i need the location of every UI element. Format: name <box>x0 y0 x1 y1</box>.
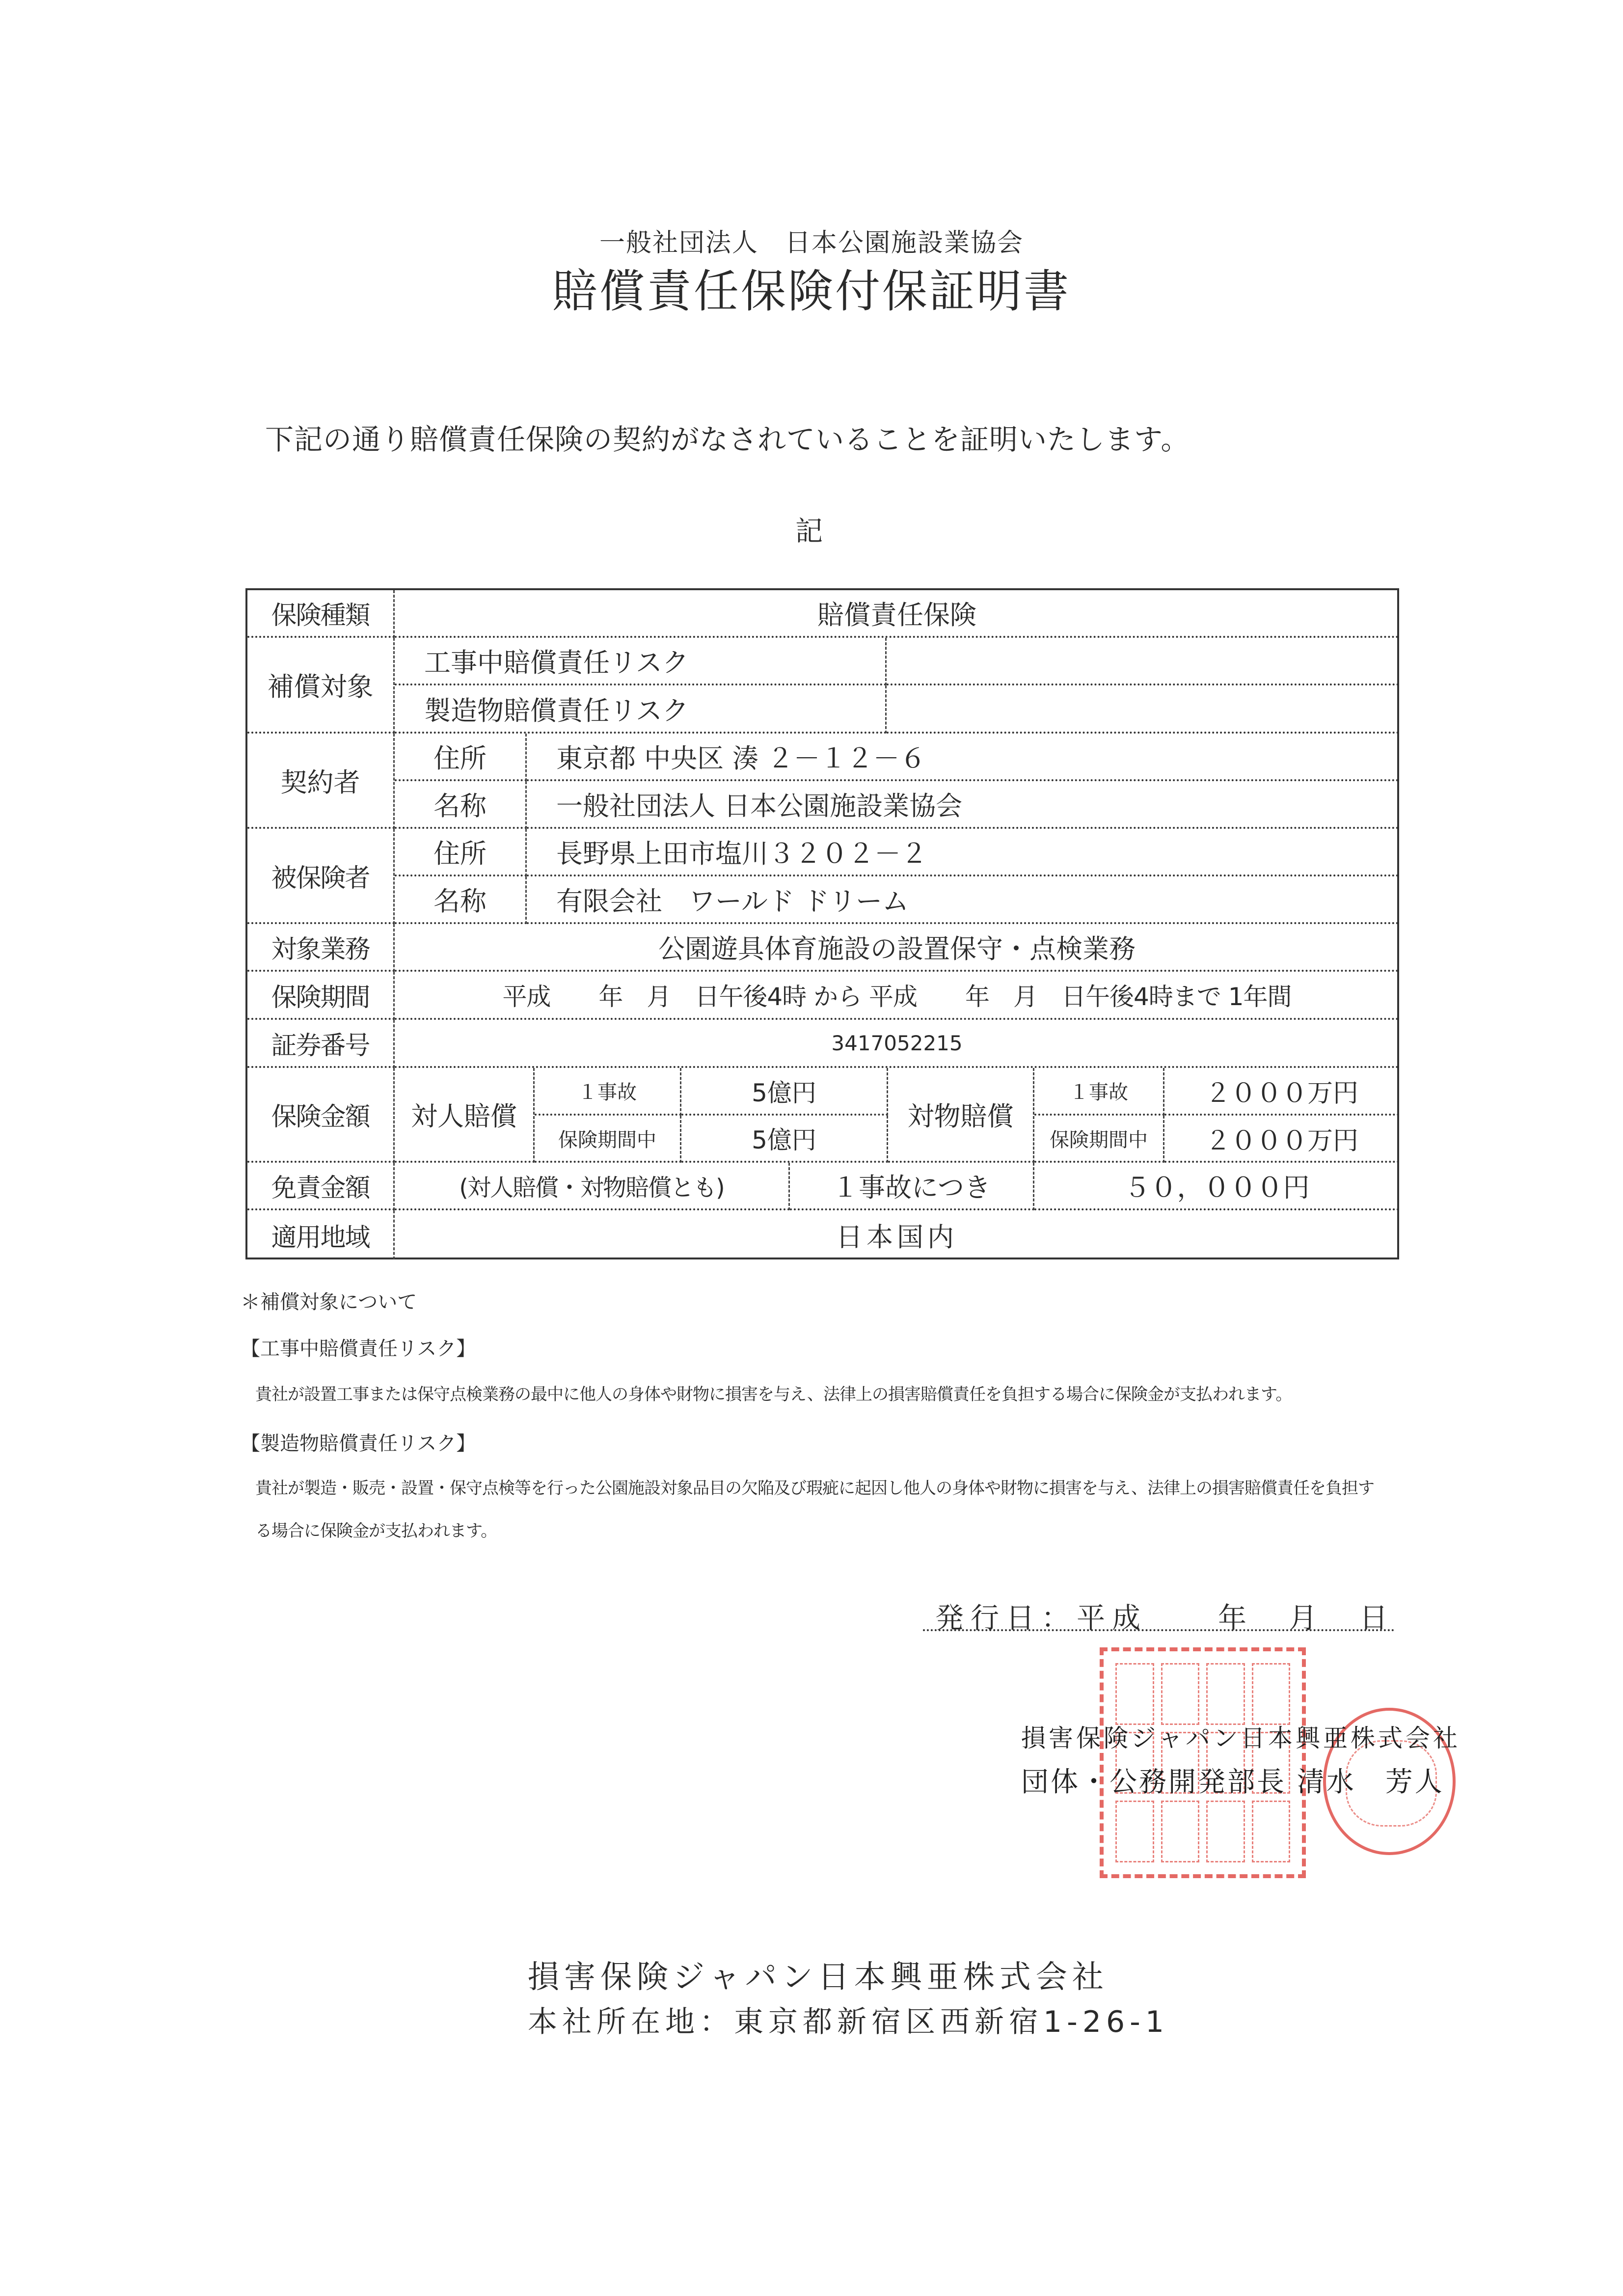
bodily-per-accident-label: １事故 <box>535 1068 681 1116</box>
notes-construction-body: 貴社が設置工事または保守点検業務の最中に他人の身体や財物に損害を与え、法律上の損害賠償責任を負担する場合に保険金が支払われます。 <box>255 1385 1292 1404</box>
bodily-label: 対人賠償 <box>395 1068 535 1163</box>
signature-person: 団体・公務開発部長 清水 芳人 <box>1021 1766 1444 1798</box>
deductible-scope: (対人賠償・対物賠償とも) <box>395 1163 790 1210</box>
organization-name: 一般社団法人 日本公園施設業協会 <box>599 228 1024 258</box>
insured-address-label: 住所 <box>395 829 527 876</box>
property-per-accident-label: １事故 <box>1034 1068 1164 1116</box>
intro-statement: 下記の通り賠償責任保険の契約がなされていることを証明いたします。 <box>265 423 1190 456</box>
policy-number-label: 証券番号 <box>247 1020 395 1068</box>
property-per-accident-value: ２０００万円 <box>1164 1068 1399 1116</box>
ki-marker: 記 <box>795 516 823 547</box>
contractor-address-label: 住所 <box>395 734 527 781</box>
notes-heading: ＊補償対象について <box>241 1291 417 1313</box>
coverage-item-product: 製造物賠償責任リスク <box>395 685 887 734</box>
bodily-period-value: 5億円 <box>681 1116 888 1163</box>
insured-name-label: 名称 <box>395 876 527 924</box>
notes-product-body-line2: る場合に保険金が支払われます。 <box>255 1521 497 1541</box>
bodily-per-accident-value: 5億円 <box>681 1068 888 1116</box>
region-value: 日本国内 <box>836 1221 958 1253</box>
property-period-value: ２０００万円 <box>1164 1116 1399 1163</box>
amount-label: 保険金額 <box>247 1068 395 1163</box>
coverage-empty-cell <box>887 638 1399 685</box>
certificate-table <box>245 588 1399 1259</box>
footer-address: 本社所在地：東京都新宿区西新宿1-26-1 <box>528 2005 1169 2039</box>
insurance-type-label: 保険種類 <box>247 590 395 638</box>
bodily-period-label: 保険期間中 <box>535 1116 681 1163</box>
policy-number-value: 3417052215 <box>395 1020 1399 1068</box>
issue-date-underline <box>923 1629 1394 1631</box>
insured-address: 長野県上田市塩川３２０２－２ <box>527 829 1399 876</box>
coverage-item-construction: 工事中賠償責任リスク <box>395 638 887 685</box>
contractor-address: 東京都 中央区 湊 ２－１２－６ <box>527 734 1399 781</box>
notes-product-title: 【製造物賠償責任リスク】 <box>241 1432 476 1455</box>
insurance-type-value: 賠償責任保険 <box>395 590 1399 638</box>
deductible-basis: １事故につき <box>790 1163 1034 1210</box>
coverage-empty-cell <box>887 685 1399 734</box>
period-value: 平成 年 月 日午後4時 から 平成 年 月 日午後4時まで 1年間 <box>395 972 1399 1020</box>
contractor-name-label: 名称 <box>395 781 527 829</box>
notes-construction-title: 【工事中賠償責任リスク】 <box>241 1338 476 1360</box>
deductible-label: 免責金額 <box>247 1163 395 1210</box>
issue-date: 発行日：平成 年 月 日 <box>935 1601 1395 1635</box>
business-label: 対象業務 <box>247 924 395 972</box>
signature-company: 損害保険ジャパン日本興亜株式会社 <box>1021 1724 1461 1752</box>
deductible-value: ５０，０００円 <box>1034 1163 1399 1210</box>
business-value: 公園遊具体育施設の設置保守・点検業務 <box>395 924 1399 972</box>
notes-product-body-line1: 貴社が製造・販売・設置・保守点検等を行った公園施設対象品目の欠陥及び瑕疵に起因し他人の身体や財物に損害を与え、法律上の損害賠償責任を負担す <box>255 1478 1375 1498</box>
contractor-name: 一般社団法人 日本公園施設業協会 <box>527 781 1399 829</box>
region-label: 適用地域 <box>247 1210 395 1259</box>
property-label: 対物賠償 <box>888 1068 1034 1163</box>
coverage-label: 補償対象 <box>247 638 395 734</box>
footer-company: 損害保険ジャパン日本興亜株式会社 <box>528 1959 1109 1995</box>
document-title: 賠償責任保険付保証明書 <box>552 265 1071 318</box>
insured-name: 有限会社 ワールド ドリーム <box>527 876 1399 924</box>
insured-label: 被保険者 <box>247 829 395 924</box>
property-period-label: 保険期間中 <box>1034 1116 1164 1163</box>
contractor-label: 契約者 <box>247 734 395 829</box>
period-label: 保険期間 <box>247 972 395 1020</box>
